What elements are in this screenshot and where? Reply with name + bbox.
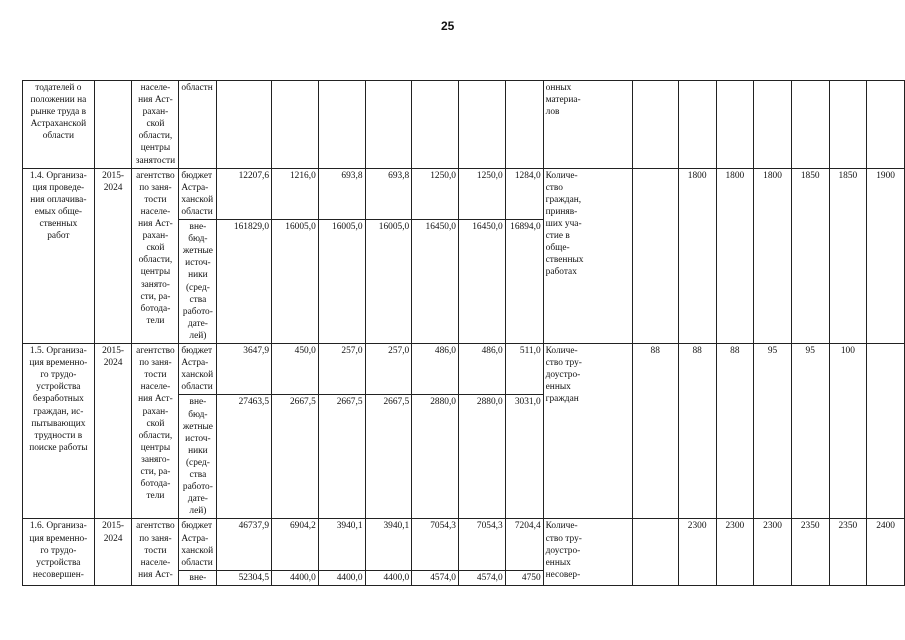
amount-cell: 2880,0 xyxy=(412,395,459,519)
amount-cell: 4750 xyxy=(505,570,543,585)
amount-cell: 3647,9 xyxy=(217,344,272,395)
page-number: 25 xyxy=(441,19,455,33)
funding-source-cell: бюджет Астра- ханской области xyxy=(179,519,217,570)
funding-source-cell: бюджет Астра- ханской области xyxy=(179,344,217,395)
amount-cell: 4574,0 xyxy=(458,570,505,585)
amount-cell: 693,8 xyxy=(365,168,412,219)
target-cell: 2400 xyxy=(867,519,905,585)
amount-cell: 4400,0 xyxy=(365,570,412,585)
measure-cell: тодателей о положении на рынке труда в Астраханской области xyxy=(23,81,95,169)
amount-cell: 7054,3 xyxy=(412,519,459,570)
executor-cell: населе- ния Аст- рахан- ской области, центры занятости xyxy=(132,81,179,169)
executor-cell: агентство по заня- тости населе- ния Аст- рахан- ской области, центры заняго- сти, ра- ботода- тели xyxy=(132,344,179,519)
amount-cell: 6904,2 xyxy=(272,519,319,570)
target-cell: 1900 xyxy=(867,168,905,343)
amount-cell: 16450,0 xyxy=(412,220,459,344)
period-cell: 2015- 2024 xyxy=(94,519,132,585)
indicator-cell: Количе- ство граждан, приняв- ших уча- стие в обще- ственных работах xyxy=(543,168,632,343)
table-row xyxy=(23,519,905,570)
period-cell: 2015- 2024 xyxy=(94,168,132,343)
executor-cell: агентство по заня- тости населе- ния Аст- xyxy=(132,519,179,585)
amount-cell: 16005,0 xyxy=(272,220,319,344)
amount-cell: 3031,0 xyxy=(505,395,543,519)
amount-cell: 3940,1 xyxy=(365,519,412,570)
amount-cell: 257,0 xyxy=(318,344,365,395)
target-cell xyxy=(632,519,678,585)
target-cell: 88 xyxy=(716,344,754,519)
amount-cell: 3940,1 xyxy=(318,519,365,570)
amount-cell: 486,0 xyxy=(412,344,459,395)
measure-cell: 1.4. Организа- ция проведе- ния оплачива- емых обще- ственных работ xyxy=(23,168,95,343)
target-cell: 88 xyxy=(678,344,716,519)
amount-cell: 27463,5 xyxy=(217,395,272,519)
amount-cell: 16450,0 xyxy=(458,220,505,344)
amount-cell: 52304,5 xyxy=(217,570,272,585)
amount-cell: 12207,6 xyxy=(217,168,272,219)
amount-cell: 4574,0 xyxy=(412,570,459,585)
target-cell: 1800 xyxy=(716,168,754,343)
executor-cell: агентство по заня- тости населе- ния Аст- рахан- ской области, центры занято- сти, ра- ботода- тели xyxy=(132,168,179,343)
measure-cell: 1.6. Организа- ция временно- го трудо- устройства несовершен- xyxy=(23,519,95,585)
funding-source-cell: бюджет Астра- ханской области xyxy=(179,168,217,219)
amount-cell: 693,8 xyxy=(318,168,365,219)
continued-row xyxy=(23,81,905,169)
amount-cell: 1250,0 xyxy=(412,168,459,219)
amount-cell: 16005,0 xyxy=(365,220,412,344)
amount-cell: 46737,9 xyxy=(217,519,272,570)
funding-source-cell: областн xyxy=(179,81,217,169)
target-cell: 1800 xyxy=(754,168,792,343)
amount-cell: 450,0 xyxy=(272,344,319,395)
amount-cell: 1216,0 xyxy=(272,168,319,219)
indicator-cell: Количе- ство тру- доустро- енных граждан xyxy=(543,344,632,519)
amount-cell: 511,0 xyxy=(505,344,543,395)
amount-cell: 7054,3 xyxy=(458,519,505,570)
funding-source-cell: вне- xyxy=(179,570,217,585)
funding-source-cell: вне- бюд- жетные источ- ники (сред- ства работо- дате- лей) xyxy=(179,395,217,519)
amount-cell: 257,0 xyxy=(365,344,412,395)
program-measures-table xyxy=(22,80,905,586)
amount-cell: 4400,0 xyxy=(318,570,365,585)
target-cell: 1800 xyxy=(678,168,716,343)
amount-cell: 4400,0 xyxy=(272,570,319,585)
target-cell: 95 xyxy=(791,344,829,519)
period-cell: 2015- 2024 xyxy=(94,344,132,519)
target-cell: 88 xyxy=(632,344,678,519)
target-cell: 2300 xyxy=(678,519,716,585)
amount-cell: 486,0 xyxy=(458,344,505,395)
amount-cell: 161829,0 xyxy=(217,220,272,344)
amount-cell: 2667,5 xyxy=(365,395,412,519)
amount-cell: 16894,0 xyxy=(505,220,543,344)
target-cell: 95 xyxy=(754,344,792,519)
amount-cell: 2667,5 xyxy=(272,395,319,519)
amount-cell: 2880,0 xyxy=(458,395,505,519)
amount-cell: 16005,0 xyxy=(318,220,365,344)
amount-cell: 7204,4 xyxy=(505,519,543,570)
amount-cell: 1250,0 xyxy=(458,168,505,219)
target-cell: 2350 xyxy=(829,519,867,585)
measure-cell: 1.5. Организа- ция временно- го трудо- устройства безработных граждан, ис- пытывающих трудности в поиске работы xyxy=(23,344,95,519)
target-cell: 100 xyxy=(829,344,867,519)
amount-cell: 1284,0 xyxy=(505,168,543,219)
target-cell: 1850 xyxy=(791,168,829,343)
target-cell xyxy=(632,168,678,343)
amount-cell: 2667,5 xyxy=(318,395,365,519)
table-row xyxy=(23,168,905,219)
target-cell: 1850 xyxy=(829,168,867,343)
target-cell xyxy=(867,344,905,519)
target-cell: 2350 xyxy=(791,519,829,585)
target-cell: 2300 xyxy=(754,519,792,585)
indicator-cell: Количе- ство тру- доустро- енных несовер- xyxy=(543,519,632,585)
target-cell: 2300 xyxy=(716,519,754,585)
table-row xyxy=(23,344,905,395)
funding-source-cell: вне- бюд- жетные источ- ники (сред- ства работо- дате- лей) xyxy=(179,220,217,344)
indicator-cell: онных материа- лов xyxy=(543,81,632,169)
